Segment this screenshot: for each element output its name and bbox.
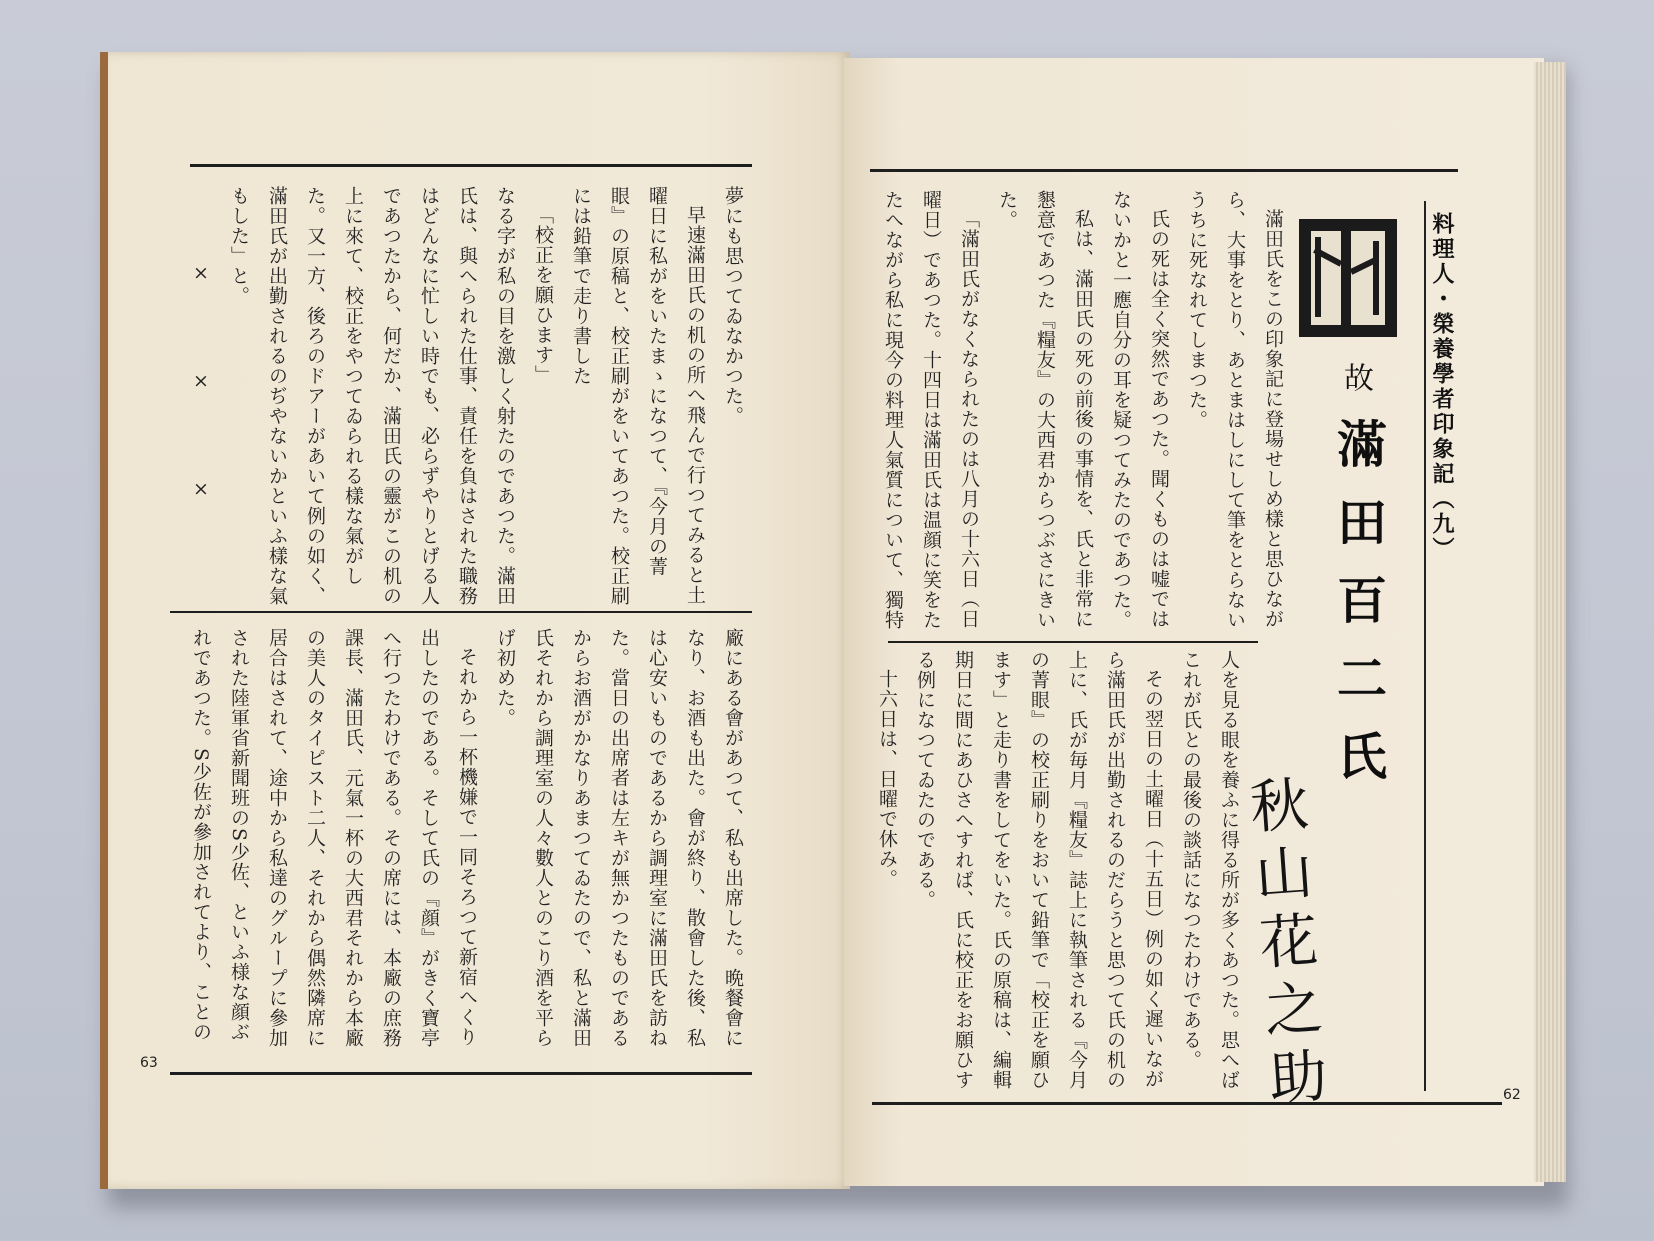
author-signature: 秋山花之助 — [1238, 773, 1330, 1117]
page-number-left: 63 — [140, 1055, 158, 1071]
page-number-right: 62 — [1503, 1087, 1521, 1103]
article-title: 滿田百二氏 — [1329, 418, 1388, 808]
right-bottom-rule — [872, 1102, 1502, 1105]
paragraph: 「校正を願ひます」 — [532, 205, 554, 385]
paragraph: 夢にも思つてゐなかつた。 — [722, 186, 744, 426]
paragraph: 「滿田氏がなくなられたのは八月の十六日（日曜日）であつた。十四日は滿田氏は温顔に笑をたたへながら私に現今の料理人氣質について、獨特 — [882, 190, 980, 630]
left-middle-rule — [170, 611, 752, 613]
left-bottom-text — [180, 628, 752, 1060]
page-edges — [1534, 62, 1566, 1182]
paragraph: なる字が私の目を激しく射たのであつた。滿田氏は、與へられた仕事、責任を負はされた職務はどんなに忙しい時でも、必らずやりとげる人であつたから、何だか、滿田氏の靈がこの机の上に來て、校正をやつてゐられる樣な氣がした。又一方、後ろのドアーがあいて例の如く、滿田氏が出勤されるのぢやないかといふ樣な氣もした」と。 — [228, 186, 516, 606]
paragraph: 廠にある會があつて、私も出席した。晩餐會になり、お酒も出た。會が終り、散會した後、私は心安いものであるから調理室に滿田氏を訪ねた。當日の出席者は左キが無かつたものであるからお酒がかなりあまつてゐたので、私と滿田氏それから調理室の人々數人とのこり酒を平らげ初めた。 — [494, 628, 744, 1048]
left-top-text — [180, 186, 752, 606]
right-middle-rule — [888, 641, 1258, 643]
column-logo-icon — [1299, 219, 1397, 337]
paragraph: 私は、滿田氏の死の前後の事情を、氏と非常に懇意であつた『糧友』の大西君からつぶさにきいた。 — [996, 190, 1094, 630]
title-prefix: 故 — [1338, 362, 1373, 392]
paragraph: 氏の死は全く突然であつた。聞くものは嘘ではないかと一應自分の耳を疑つてみたのであつた。 — [1110, 190, 1170, 630]
paragraph: それから一杯機嫌で一同そろつて新宿へくり出したのである。そして氏の『顔』がきく寶亭へ行つたわけである。その席には、本廠の庶務課長、滿田氏、元氣一杯の大西君それから本廠の美人のタイピスト二人、それから偶然隣席に居合はされて、途中から私達のグループに參加された陸軍省新聞班のS少佐、といふ様な顔ぶれであつた。S少佐が參加されてより、ことの — [190, 628, 478, 1048]
series-title: 料理人・榮養學者印象記（九） — [1429, 212, 1455, 562]
right-top-rule — [870, 169, 1458, 172]
paragraph: 人を見る眼を養ふに得る所が多くあつた。思へばこれが氏との最後の談話になつたわけである。 — [1180, 650, 1240, 1090]
right-top-text — [876, 190, 1292, 634]
paragraph: 十六日は、日曜で休み。 — [876, 669, 898, 889]
left-top-rule — [190, 164, 752, 167]
left-bottom-rule — [170, 1072, 752, 1075]
paragraph: 早速滿田氏の机の所へ飛んで行つてみると土曜日に私がをいたまゝになつて、『今月の菁眼』の原稿と、校正刷がをいてあつた。校正刷には鉛筆で走り書した — [570, 186, 706, 606]
section-separator: × × × — [190, 262, 212, 541]
paragraph: 滿田氏をこの印象記に登場せしめ樣と思ひながら、大事をとり、あとまはしにして筆をとらないうちに死なれてしまつた。 — [1186, 190, 1284, 630]
right-bottom-text — [876, 650, 1248, 1092]
paragraph: その翌日の土曜日（十五日）例の如く遲いながら滿田氏が出勤されるのだらうと思つて氏の机の上に、氏が毎月『糧友』誌上に執筆される『今月の菁眼』の校正刷りをおいて鉛筆で「校正を願ひます」と走り書をしてをいた。氏の原稿は、編輯期日に間にあひさへすれば、氏に校正をお願ひする例になつてゐたのである。 — [914, 650, 1164, 1090]
